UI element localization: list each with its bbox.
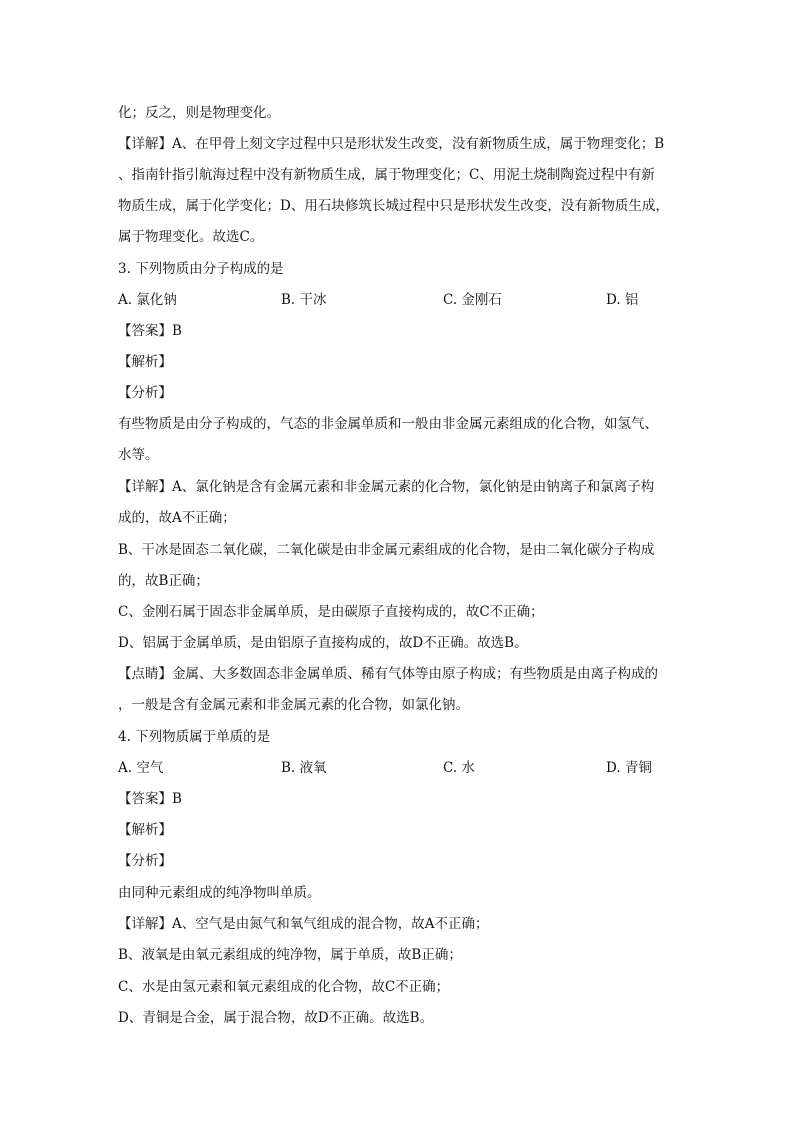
text-line: ，一般是含有金属元素和非金属元素的化合物，如氯化钠。 <box>118 697 469 713</box>
text-line: D、青铜是合金，属于混合物，故D不正确。故选B。 <box>118 1010 434 1026</box>
q3-fenxi-heading: 【分析】 <box>118 385 172 401</box>
text-line: 成的，故A不正确； <box>118 510 236 526</box>
text-line: 【详解】A、在甲骨上刻文字过程中只是形状发生改变，没有新物质生成，属于物理变化；B <box>118 136 665 152</box>
text-line: C、金刚石属于固态非金属单质，是由碳原子直接构成的，故C不正确； <box>118 604 544 620</box>
q4-answer: 【答案】B <box>118 791 182 807</box>
text-line: 属于物理变化。故选C。 <box>118 229 264 245</box>
text-line: B、液氧是由氧元素组成的纯净物，属于单质，故B正确； <box>118 947 462 963</box>
text-line: 水等。 <box>118 447 159 463</box>
text-line: B、干冰是固态二氧化碳，二氧化碳是由非金属元素组成的化合物，是由二氧化碳分子构成 <box>118 542 655 558</box>
q4-option-c: C. 水 <box>443 760 475 776</box>
q3-option-d: D. 铝 <box>606 292 639 308</box>
q4-option-d: D. 青铜 <box>606 760 652 776</box>
q3-option-c: C. 金刚石 <box>443 292 502 308</box>
q4-analysis-heading: 【解析】 <box>118 822 172 838</box>
text-line: C、水是由氢元素和氧元素组成的化合物，故C不正确； <box>118 979 450 995</box>
text-line: 【详解】A、氯化钠是含有金属元素和非金属元素的化合物，氯化钠是由钠离子和氯离子构 <box>118 479 655 495</box>
q3-option-b: B. 干冰 <box>281 292 327 308</box>
q3-analysis-heading: 【解析】 <box>118 354 172 370</box>
text-line: 化；反之，则是物理变化。 <box>118 105 280 121</box>
text-line: 的，故B正确； <box>118 573 209 589</box>
q3-answer: 【答案】B <box>118 323 182 339</box>
q3-option-a: A. 氯化钠 <box>118 292 177 308</box>
text-line: 由同种元素组成的纯净物叫单质。 <box>118 885 321 901</box>
q4-option-b: B. 液氧 <box>281 760 327 776</box>
text-line: 、指南针指引航海过程中没有新物质生成，属于物理变化；C、用泥土烧制陶瓷过程中有新 <box>118 167 655 183</box>
q4-option-a: A. 空气 <box>118 760 164 776</box>
q4-fenxi-heading: 【分析】 <box>118 853 172 869</box>
question-3-stem: 3. 下列物质由分子构成的是 <box>118 261 284 277</box>
text-line: 有些物质是由分子构成的，气态的非金属单质和一般由非金属元素组成的化合物，如氢气、 <box>118 416 658 432</box>
question-4-stem: 4. 下列物质属于单质的是 <box>118 729 271 745</box>
text-line: D、铝属于金属单质，是由铝原子直接构成的，故D不正确。故选B。 <box>118 635 528 651</box>
text-line: 【详解】A、空气是由氮气和氧气组成的混合物，故A不正确； <box>118 916 489 932</box>
text-line: 物质生成，属于化学变化；D、用石块修筑长城过程中只是形状发生改变，没有新物质生成， <box>118 198 669 214</box>
text-line: 【点睛】金属、大多数固态非金属单质、稀有气体等由原子构成；有些物质是由离子构成的 <box>118 666 658 682</box>
